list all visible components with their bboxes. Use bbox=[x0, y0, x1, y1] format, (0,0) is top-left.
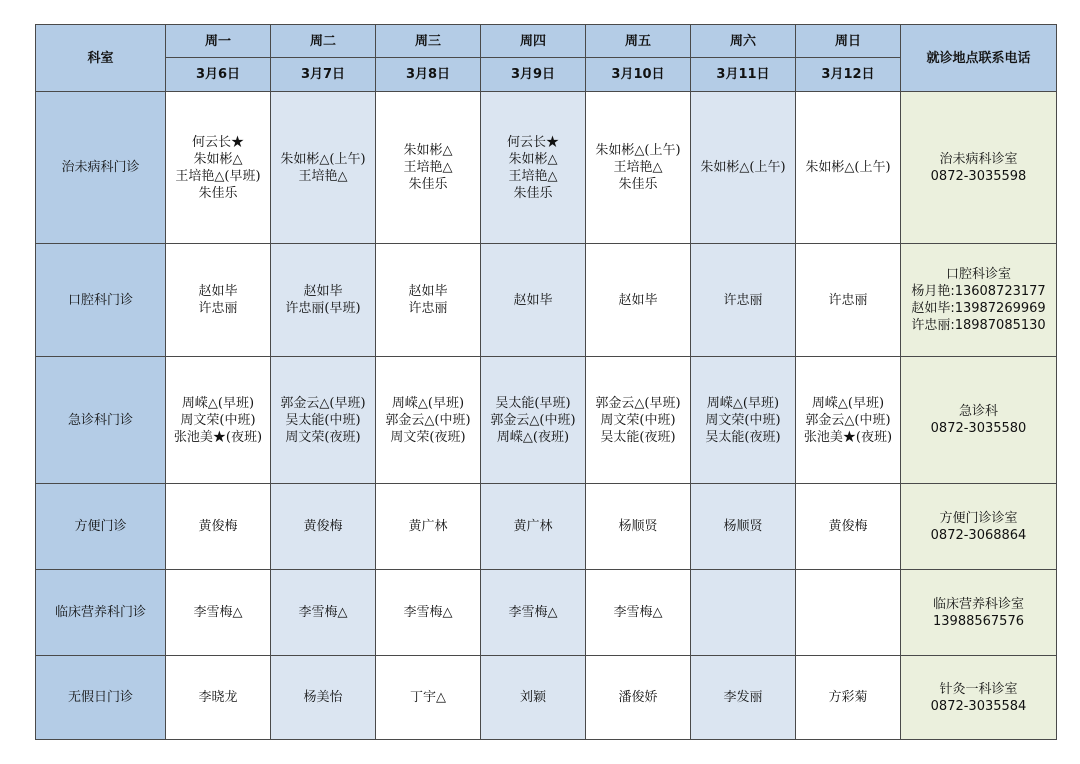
staff-entry: 朱如彬△(上午) bbox=[805, 160, 891, 175]
staff-entry: 何云长★ bbox=[191, 134, 244, 150]
duty-cell bbox=[376, 570, 481, 656]
staff-entry: 许忠丽 bbox=[723, 292, 763, 308]
staff-entry: 吴太能(夜班) bbox=[600, 429, 676, 445]
duty-cell bbox=[691, 92, 796, 244]
staff-entry: 黄广林 bbox=[408, 519, 448, 534]
duty-cell bbox=[166, 357, 271, 484]
contact-line: 口腔科诊室 bbox=[945, 267, 1011, 282]
staff-entry: 吴太能(中班) bbox=[285, 412, 361, 428]
staff-entry: 李雪梅△ bbox=[508, 605, 558, 620]
duty-cell bbox=[376, 357, 481, 484]
staff-entry: 王培艳△ bbox=[508, 168, 558, 184]
staff-entry: 朱如彬△(上午) bbox=[700, 160, 786, 175]
schedule-row bbox=[36, 570, 1057, 656]
staff-entry: 黄俊梅 bbox=[303, 519, 343, 534]
date-header: 3月9日 bbox=[481, 58, 586, 92]
duty-cell bbox=[796, 244, 901, 357]
staff-entry: 郭金云△(早班) bbox=[280, 395, 366, 411]
staff-entry: 何云长★ bbox=[506, 134, 559, 150]
staff-entry: 周嵘△(夜班) bbox=[496, 429, 570, 445]
dept-name: 口腔科门诊 bbox=[36, 244, 166, 357]
schedule-row bbox=[36, 656, 1057, 740]
contact-cell bbox=[901, 244, 1057, 357]
contact-line: 0872-3068864 bbox=[930, 527, 1027, 543]
staff-entry: 杨顺贤 bbox=[723, 519, 763, 534]
date-header: 3月8日 bbox=[376, 58, 481, 92]
weekday-header: 周六 bbox=[691, 25, 796, 58]
contact-cell bbox=[901, 484, 1057, 570]
contact-cell bbox=[901, 357, 1057, 484]
staff-entry: 黄广林 bbox=[513, 519, 553, 534]
duty-schedule-table bbox=[35, 24, 1057, 740]
dept-name: 无假日门诊 bbox=[36, 656, 166, 740]
duty-cell bbox=[691, 484, 796, 570]
duty-cell bbox=[691, 357, 796, 484]
contact-cell bbox=[901, 92, 1057, 244]
staff-entry: 朱如彬△(上午) bbox=[280, 151, 366, 167]
date-header: 3月7日 bbox=[271, 58, 376, 92]
staff-entry: 郭金云△(中班) bbox=[805, 412, 891, 428]
date-header: 3月6日 bbox=[166, 58, 271, 92]
duty-cell bbox=[166, 570, 271, 656]
duty-cell bbox=[796, 92, 901, 244]
dept-name: 急诊科门诊 bbox=[36, 357, 166, 484]
staff-entry: 赵如毕 bbox=[303, 284, 343, 299]
contact-line: 临床营养科诊室 bbox=[932, 596, 1024, 612]
staff-entry: 张池美★(夜班) bbox=[173, 429, 263, 445]
staff-entry: 朱佳乐 bbox=[408, 177, 448, 192]
staff-entry: 王培艳△(早班) bbox=[175, 168, 261, 184]
duty-cell bbox=[691, 656, 796, 740]
staff-entry: 周嵘△(早班) bbox=[391, 395, 465, 411]
schedule-row bbox=[36, 357, 1057, 484]
duty-cell bbox=[166, 656, 271, 740]
staff-entry: 黄俊梅 bbox=[828, 519, 868, 534]
staff-entry: 许忠丽 bbox=[198, 301, 238, 316]
dept-name: 临床营养科门诊 bbox=[36, 570, 166, 656]
duty-cell bbox=[481, 244, 586, 357]
contact-line: 方便门诊诊室 bbox=[939, 510, 1018, 526]
staff-entry: 朱如彬△ bbox=[403, 143, 453, 158]
staff-entry: 郭金云△(中班) bbox=[385, 412, 471, 428]
staff-entry: 方彩菊 bbox=[828, 690, 868, 705]
contact-line: 赵如毕:13987269969 bbox=[911, 301, 1046, 316]
duty-cell bbox=[271, 92, 376, 244]
staff-entry: 朱佳乐 bbox=[198, 185, 238, 201]
contact-header: 就诊地点联系电话 bbox=[901, 25, 1057, 92]
staff-entry: 朱佳乐 bbox=[618, 177, 658, 192]
staff-entry: 朱佳乐 bbox=[513, 185, 553, 201]
duty-cell bbox=[586, 244, 691, 357]
duty-cell bbox=[796, 656, 901, 740]
staff-entry: 赵如毕 bbox=[408, 284, 448, 299]
weekday-header: 周日 bbox=[796, 25, 901, 58]
staff-entry: 李雪梅△ bbox=[298, 605, 348, 620]
weekday-header: 周五 bbox=[586, 25, 691, 58]
staff-entry: 吴太能(夜班) bbox=[705, 429, 781, 445]
staff-entry: 王培艳△ bbox=[298, 168, 348, 184]
staff-entry: 朱如彬△(上午) bbox=[595, 143, 681, 158]
weekday-header: 周一 bbox=[166, 25, 271, 58]
contact-cell bbox=[901, 656, 1057, 740]
duty-cell bbox=[481, 357, 586, 484]
duty-cell bbox=[481, 570, 586, 656]
contact-line: 治未病科诊室 bbox=[939, 151, 1018, 167]
staff-entry: 赵如毕 bbox=[513, 292, 553, 308]
staff-entry: 王培艳△ bbox=[403, 160, 453, 175]
contact-line: 杨月艳:13608723177 bbox=[911, 284, 1046, 299]
staff-entry: 周文荣(夜班) bbox=[390, 429, 466, 445]
duty-cell bbox=[376, 656, 481, 740]
duty-cell bbox=[586, 357, 691, 484]
staff-entry: 丁宇△ bbox=[410, 690, 446, 705]
staff-entry: 周嵘△(早班) bbox=[181, 395, 255, 411]
duty-cell bbox=[271, 570, 376, 656]
staff-entry: 周文荣(中班) bbox=[600, 412, 676, 428]
staff-entry: 周嵘△(早班) bbox=[811, 395, 885, 411]
staff-entry: 张池美★(夜班) bbox=[803, 429, 893, 445]
staff-entry: 李雪梅△ bbox=[613, 605, 663, 620]
contact-line: 许忠丽:18987085130 bbox=[911, 318, 1046, 333]
contact-line: 13988567576 bbox=[933, 613, 1024, 629]
staff-entry: 潘俊娇 bbox=[618, 690, 658, 705]
staff-entry: 赵如毕 bbox=[198, 284, 238, 299]
dept-name: 方便门诊 bbox=[36, 484, 166, 570]
weekday-header: 周二 bbox=[271, 25, 376, 58]
date-header: 3月12日 bbox=[796, 58, 901, 92]
staff-entry: 杨美怡 bbox=[303, 690, 343, 705]
duty-cell bbox=[481, 656, 586, 740]
staff-entry: 朱如彬△ bbox=[508, 151, 558, 167]
duty-cell bbox=[691, 244, 796, 357]
contact-line: 0872-3035584 bbox=[930, 698, 1027, 714]
staff-entry: 周嵘△(早班) bbox=[706, 395, 780, 411]
duty-cell bbox=[376, 92, 481, 244]
duty-cell bbox=[586, 92, 691, 244]
staff-entry: 黄俊梅 bbox=[198, 519, 238, 534]
schedule-row bbox=[36, 484, 1057, 570]
staff-entry: 王培艳△ bbox=[613, 160, 663, 175]
contact-line: 针灸一科诊室 bbox=[939, 681, 1018, 697]
staff-entry: 周文荣(中班) bbox=[705, 412, 781, 428]
contact-cell bbox=[901, 570, 1057, 656]
staff-entry: 周文荣(夜班) bbox=[285, 429, 361, 445]
contact-line: 0872-3035580 bbox=[930, 421, 1027, 436]
duty-cell bbox=[586, 570, 691, 656]
contact-line: 0872-3035598 bbox=[930, 168, 1027, 184]
duty-cell bbox=[796, 570, 901, 656]
staff-entry: 李发丽 bbox=[723, 690, 763, 705]
schedule-row bbox=[36, 244, 1057, 357]
duty-cell bbox=[271, 484, 376, 570]
duty-cell bbox=[166, 244, 271, 357]
staff-entry: 郭金云△(中班) bbox=[490, 412, 576, 428]
staff-entry: 许忠丽(早班) bbox=[285, 301, 361, 316]
duty-cell bbox=[796, 357, 901, 484]
duty-cell bbox=[586, 656, 691, 740]
staff-entry: 杨顺贤 bbox=[618, 519, 658, 534]
staff-entry: 刘颖 bbox=[519, 690, 546, 705]
duty-cell bbox=[376, 244, 481, 357]
duty-cell bbox=[376, 484, 481, 570]
staff-entry: 许忠丽 bbox=[828, 292, 868, 308]
dept-header: 科室 bbox=[36, 25, 166, 92]
date-header: 3月10日 bbox=[586, 58, 691, 92]
staff-entry: 周文荣(中班) bbox=[180, 412, 256, 428]
duty-cell bbox=[481, 484, 586, 570]
staff-entry: 吴太能(早班) bbox=[495, 395, 571, 411]
duty-cell bbox=[796, 484, 901, 570]
duty-cell bbox=[271, 656, 376, 740]
staff-entry: 郭金云△(早班) bbox=[595, 395, 681, 411]
weekday-header: 周三 bbox=[376, 25, 481, 58]
duty-cell bbox=[481, 92, 586, 244]
date-header: 3月11日 bbox=[691, 58, 796, 92]
staff-entry: 李雪梅△ bbox=[193, 605, 243, 620]
staff-entry: 朱如彬△ bbox=[193, 151, 243, 167]
schedule-row bbox=[36, 92, 1057, 244]
staff-entry: 赵如毕 bbox=[618, 292, 658, 308]
staff-entry: 李雪梅△ bbox=[403, 605, 453, 620]
duty-cell bbox=[271, 357, 376, 484]
duty-cell bbox=[271, 244, 376, 357]
duty-cell bbox=[166, 92, 271, 244]
header-row-weekdays bbox=[36, 25, 1057, 58]
weekday-header: 周四 bbox=[481, 25, 586, 58]
staff-entry: 李晓龙 bbox=[198, 690, 238, 705]
duty-cell bbox=[586, 484, 691, 570]
dept-name: 治未病科门诊 bbox=[36, 92, 166, 244]
contact-line: 急诊科 bbox=[958, 404, 998, 419]
staff-entry: 许忠丽 bbox=[408, 301, 448, 316]
duty-cell bbox=[691, 570, 796, 656]
duty-cell bbox=[166, 484, 271, 570]
schedule-body bbox=[36, 92, 1057, 740]
